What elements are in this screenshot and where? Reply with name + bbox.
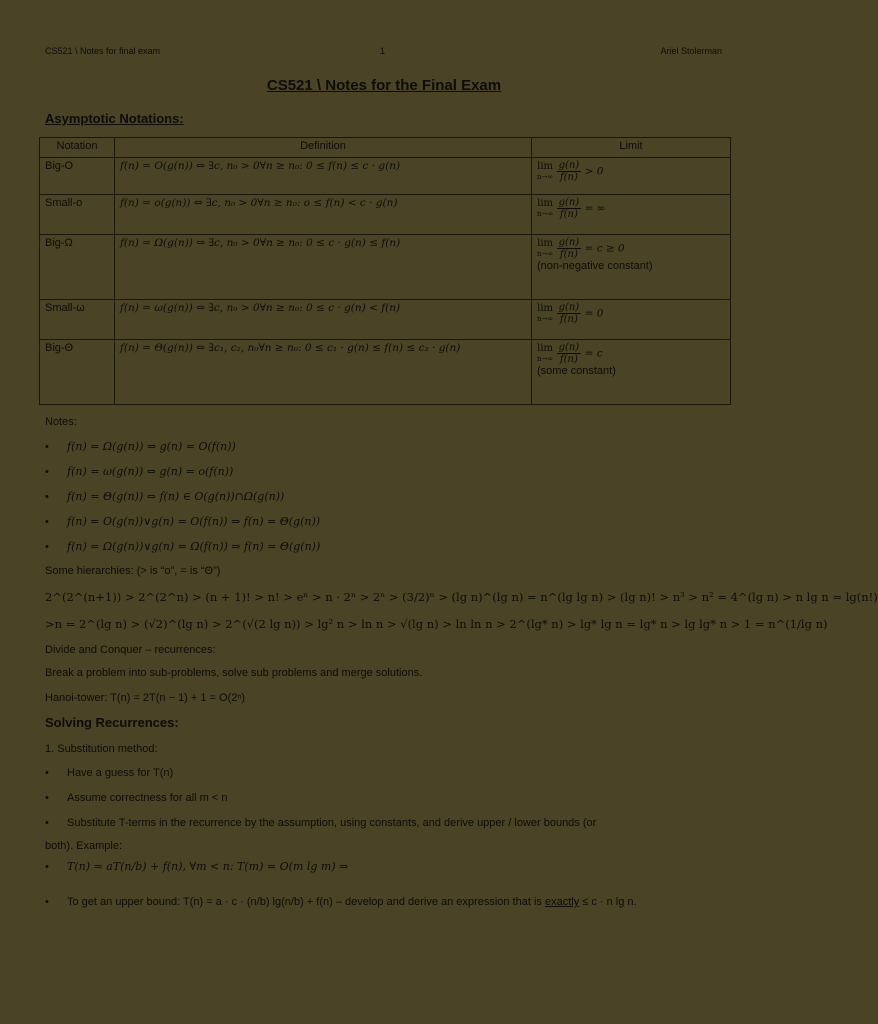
fraction-denominator: f(n)	[559, 209, 578, 220]
limit-fraction	[557, 342, 582, 365]
note-formula: f(n) = O(g(n))∨g(n) = O(f(n)) ⇒ f(n) = Θ(g(n))	[67, 515, 321, 528]
definition-cell: f(n) = o(g(n)) ⇔ ∃c, n₀ > 0∀n ≥ n₀: o ≤ f(n) < c · g(n)	[115, 195, 532, 235]
list-item: • Assume correctness for all m < n	[45, 791, 596, 816]
fraction-numerator: g(n)	[558, 160, 580, 171]
substitution-title: 1. Substitution method:	[45, 743, 158, 755]
page-header	[45, 46, 722, 60]
fraction-numerator: g(n)	[558, 237, 580, 248]
notes-list	[45, 440, 320, 565]
list-item	[45, 440, 320, 465]
list-item	[45, 465, 320, 490]
example-list	[45, 860, 348, 885]
limit-note: (some constant)	[537, 365, 616, 377]
limit-cell	[532, 300, 731, 340]
divide-desc: Break a problem into sub-problems, solve sub problems and merge solutions.	[45, 667, 423, 679]
lim-word: lim	[537, 160, 554, 172]
example-formula: T(n) = aT(n/b) + f(n), ∀m < n: T(m) = O(m lg m) ⇒	[67, 860, 349, 873]
col-limit: Limit	[532, 138, 731, 158]
note-formula: f(n) = ω(g(n)) ⇔ g(n) = o(f(n))	[67, 465, 234, 478]
notes-label: Notes:	[45, 416, 77, 428]
lim-word: lim	[537, 342, 554, 354]
lim-word: lim	[537, 302, 554, 314]
fraction-numerator: g(n)	[558, 342, 580, 353]
example-item	[45, 860, 348, 885]
notation-cell: Big-Ω	[40, 235, 115, 300]
upper-bound-item	[45, 895, 637, 920]
lim-subscript: n→∞	[537, 209, 554, 218]
col-definition: Definition	[115, 138, 532, 158]
table-row	[40, 158, 731, 195]
limit-operator	[537, 161, 553, 183]
note-formula: f(n) = Ω(g(n)) ⇔ g(n) = O(f(n))	[67, 440, 236, 453]
limit-relation: = c	[584, 347, 603, 360]
table-row	[40, 195, 731, 235]
substitution-steps	[45, 766, 596, 841]
definition-cell: f(n) = Θ(g(n)) ⇔ ∃c₁, c₂, n₀∀n ≥ n₀: 0 ≤ c₁ · g(n) ≤ f(n) ≤ c₂ · g(n)	[115, 340, 532, 405]
list-item: • Substitute T-terms in the recurrence by the assumption, using constants, and derive upper / lower bounds (or	[45, 816, 596, 841]
table-row	[40, 235, 731, 300]
table-row	[40, 340, 731, 405]
notation-cell: Small-ω	[40, 300, 115, 340]
limit-fraction	[557, 237, 582, 260]
table-header-row	[40, 138, 731, 158]
upper-bound-post: ≤ c · n lg n.	[579, 896, 637, 908]
limit-relation: = c ≥ 0	[584, 242, 625, 255]
limit-operator	[537, 238, 553, 260]
hanoi-line: Hanoi-tower: T(n) = 2T(n − 1) + 1 = O(2ⁿ)	[45, 692, 246, 704]
asymptotic-table	[39, 137, 731, 405]
upper-bound-list	[45, 895, 637, 920]
limit-cell	[532, 235, 731, 300]
limit-relation: = ∞	[584, 202, 606, 215]
list-item	[45, 490, 320, 515]
definition-cell: f(n) = O(g(n)) ⇔ ∃c, n₀ > 0∀n ≥ n₀: 0 ≤ f(n) ≤ c · g(n)	[115, 158, 532, 195]
limit-operator	[537, 198, 553, 220]
fraction-denominator: f(n)	[559, 314, 578, 325]
definition-cell: f(n) = ω(g(n)) ⇔ ∃c, n₀ > 0∀n ≥ n₀: 0 ≤ c · g(n) < f(n)	[115, 300, 532, 340]
limit-fraction	[557, 302, 582, 325]
list-item: • Have a guess for T(n)	[45, 766, 596, 791]
notation-cell: Big-Θ	[40, 340, 115, 405]
fraction-denominator: f(n)	[559, 354, 578, 365]
definition-cell: f(n) = Ω(g(n)) ⇔ ∃c, n₀ > 0∀n ≥ n₀: 0 ≤ c · g(n) ≤ f(n)	[115, 235, 532, 300]
notation-cell: Big-O	[40, 158, 115, 195]
header-author: Ariel Stolerman	[660, 46, 722, 56]
lim-word: lim	[537, 237, 554, 249]
steps-continuation: both). Example:	[45, 840, 123, 852]
limit-relation: = 0	[584, 307, 604, 320]
limit-operator	[537, 303, 553, 325]
limit-cell	[532, 195, 731, 235]
table-row	[40, 300, 731, 340]
lim-word: lim	[537, 197, 554, 209]
lim-subscript: n→∞	[537, 314, 554, 323]
note-formula: f(n) = Θ(g(n)) ⇔ f(n) ∈ O(g(n))∩Ω(g(n))	[67, 490, 285, 503]
fraction-numerator: g(n)	[558, 197, 580, 208]
limit-relation: > 0	[584, 165, 604, 178]
col-notation: Notation	[40, 138, 115, 158]
limit-operator	[537, 343, 553, 365]
hierarchy-line-1: 2^(2^(n+1)) > 2^(2^n) > (n + 1)! > n! > eⁿ > n · 2ⁿ > 2ⁿ > (3/2)ⁿ > (lg n)^(lg n) = n^(lg lg n) > (lg n)! > n³ > n² = 4^(lg n) > n lg n = lg(n!)	[45, 590, 878, 604]
fraction-denominator: f(n)	[559, 172, 578, 183]
lim-subscript: n→∞	[537, 354, 554, 363]
divide-title: Divide and Conquer – recurrences:	[45, 644, 216, 656]
solving-heading: Solving Recurrences:	[45, 715, 179, 730]
limit-fraction	[557, 197, 582, 220]
list-item	[45, 515, 320, 540]
limit-note: (non-negative constant)	[537, 260, 653, 272]
notation-cell: Small-o	[40, 195, 115, 235]
fraction-denominator: f(n)	[559, 249, 578, 260]
note-formula: f(n) = Ω(g(n))∨g(n) = Ω(f(n)) ⇒ f(n) = Θ(g(n))	[67, 540, 321, 553]
fraction-numerator: g(n)	[558, 302, 580, 313]
limit-cell	[532, 158, 731, 195]
lim-subscript: n→∞	[537, 249, 554, 258]
header-course: CS521 \ Notes for final exam	[45, 46, 161, 56]
hierarchies-label: Some hierarchies: (> is “o”, = is “Θ”)	[45, 565, 221, 577]
limit-fraction	[557, 160, 582, 183]
upper-bound-pre: To get an upper bound: T(n) = a · c · (n/b) lg(n/b) + f(n) – develop and derive an expression that is	[67, 896, 545, 908]
hierarchy-line-2: >n = 2^(lg n) > (√2)^(lg n) > 2^(√(2 lg n)) > lg² n > ln n > √(lg n) > ln ln n > 2^(lg* n) > lg* lg n = lg* n > lg lg* n > 1 = n^(1/lg n)	[45, 617, 828, 631]
upper-bound-exactly: exactly	[544, 896, 580, 908]
list-item	[45, 540, 320, 565]
asymptotic-heading: Asymptotic Notations:	[45, 111, 184, 126]
lim-subscript: n→∞	[537, 172, 554, 181]
header-page-number: 1	[380, 46, 386, 56]
page-title: CS521 \ Notes for the Final Exam	[266, 77, 502, 94]
limit-cell	[532, 340, 731, 405]
